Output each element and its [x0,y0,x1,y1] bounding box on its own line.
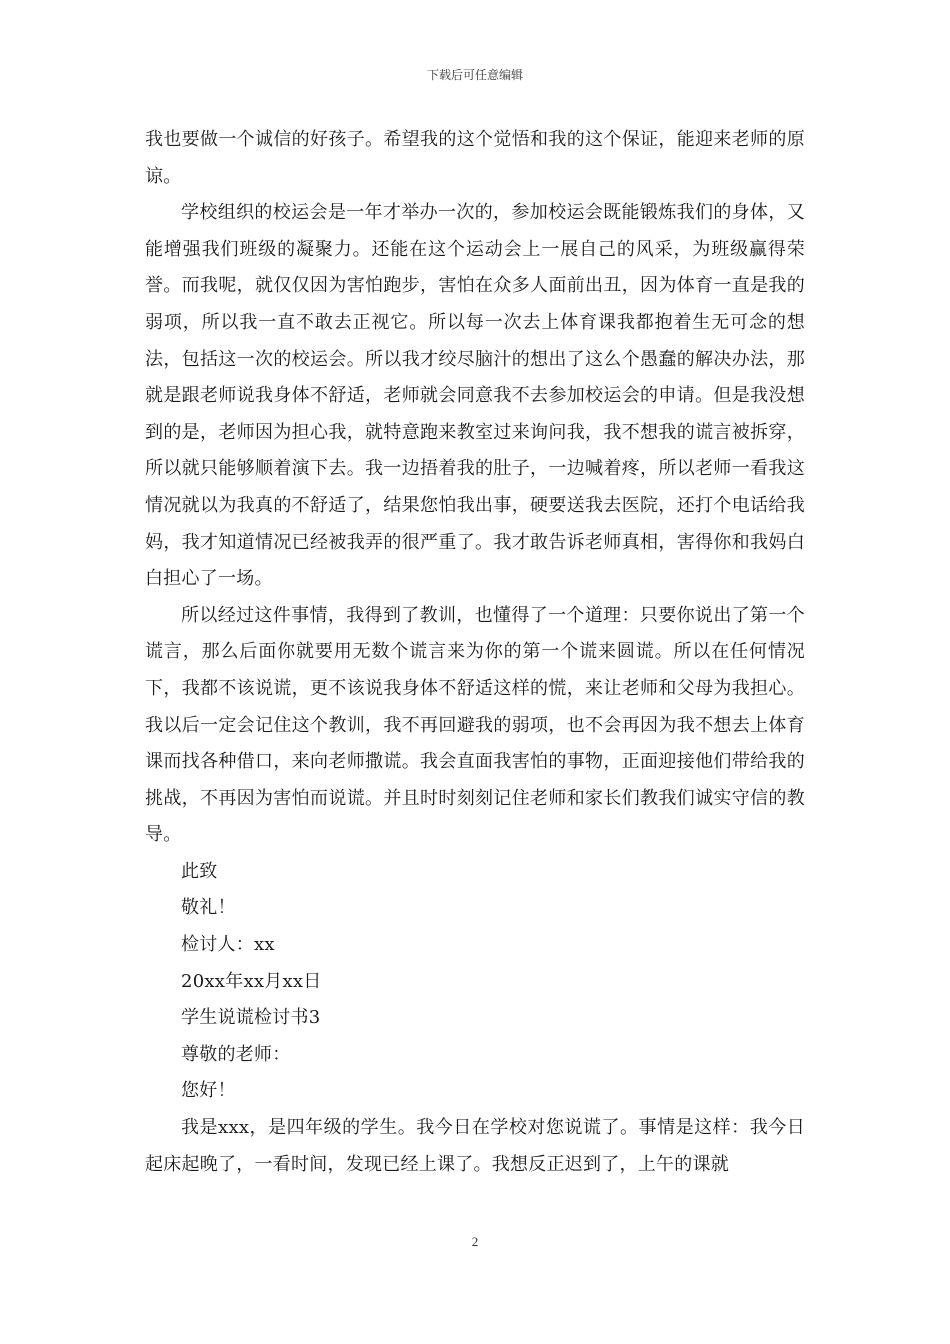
date-line: 20xx年xx月xx日 [181,970,322,992]
greeting-hello: 您好！ [181,1080,236,1102]
closing-salutation: 此致 [181,860,218,882]
paragraph-intro: 我是xxx，是四年级的学生。我今日在学校对您说谎了。事情是这样：我今日起床起晚了，一看时间，发现已经上课了。我想反正迟到了，上午的课就 [145,1117,805,1175]
page-header: 下载后可任意编辑 [426,68,523,82]
signer-line: 检讨人：xx [181,934,275,956]
paragraph-lesson: 所以经过这件事情，我得到了教训，也懂得了一个道理：只要你说出了第一个谎言，那么后面你就要用无数个谎言来为你的第一个谎来圆谎。所以在任何情况下，我都不该说谎，更不该说我身体不舒适这样的慌，来让老师和父母为我担心。我以后一定会记住这个教训，我不再回避我的弱项，也不会再因为我不想去上体育课而找各种借口，来向老师撒谎。我会直面我害怕的事物，正面迎接他们带给我的挑战，不再因为害怕而说谎。并且时时刻刻记住老师和家长们教我们诚实守信的教导。 [145,604,805,846]
paragraph-sports-meet: 学校组织的校运会是一年才举办一次的，参加校运会既能锻炼我们的身体，又能增强我们班级的凝聚力。还能在这个运动会上一展自己的风采，为班级赢得荣誉。而我呢，就仅仅因为害怕跑步，害怕在众多人面前出丑，因为体育一直是我的弱项，所以我一直不敢去正视它。所以每一次去上体育课我都抱着生无可念的想法，包括这一次的校运会。所以我才绞尽脑汁的想出了这么个愚蠢的解决办法，那就是跟老师说我身体不舒适，老师就会同意我不去参加校运会的申请。但是我没想到的是，老师因为担心我，就特意跑来教室过来询问我，我不想我的谎言被拆穿，所以就只能够顺着演下去。我一边捂着我的肚子，一边喊着疼，所以老师一看我这情况就以为我真的不舒适了，结果您怕我出事，硬要送我去医院，还打个电话给我妈，我才知道情况已经被我弄的很严重了。我才敢告诉老师真相，害得你和我妈白白担心了一场。 [145,202,805,590]
document-body [145,122,805,1183]
section-title: 学生说谎检讨书3 [181,1007,321,1029]
greeting-recipient: 尊敬的老师： [181,1043,291,1065]
page-number: 2 [471,1234,479,1249]
paragraph-continuation: 我也要做一个诚信的好孩子。希望我的这个觉悟和我的这个保证，能迎来老师的原谅。 [145,129,805,187]
closing-regards: 敬礼！ [181,897,236,919]
